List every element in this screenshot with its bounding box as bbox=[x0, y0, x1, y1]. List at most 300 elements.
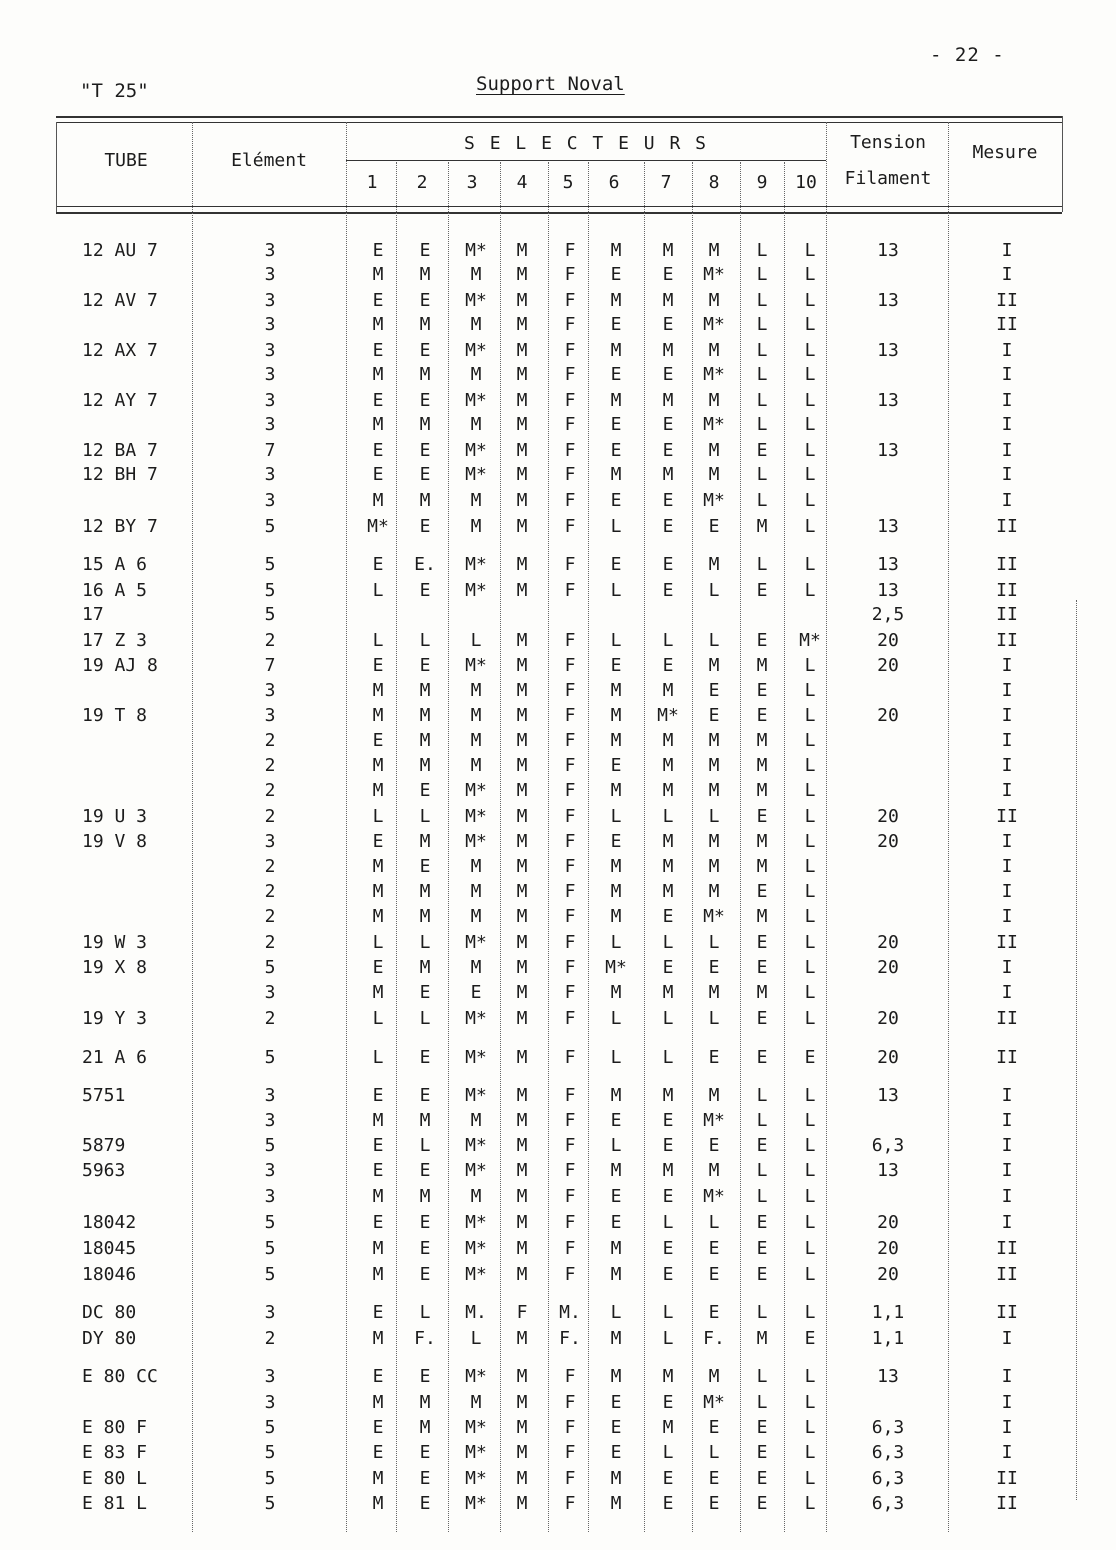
selector-7-cell: M bbox=[662, 780, 674, 801]
selector-3-cell: M bbox=[470, 881, 482, 902]
selector-4-cell: M bbox=[516, 780, 528, 801]
selector-5-cell: F bbox=[564, 982, 576, 1003]
selector-2-cell: M bbox=[419, 957, 431, 978]
selector-7-cell: M bbox=[662, 1085, 674, 1106]
selector-4-cell: M bbox=[516, 464, 528, 485]
selector-7-cell: M bbox=[662, 982, 674, 1003]
selector-1-cell: M bbox=[372, 314, 384, 335]
table-row bbox=[0, 290, 1116, 315]
selector-10-cell: L bbox=[804, 290, 816, 311]
selector-6-cell: L bbox=[610, 516, 622, 537]
selector-10-cell: L bbox=[804, 881, 816, 902]
table-row bbox=[0, 364, 1116, 389]
selector-9-cell: L bbox=[756, 490, 768, 511]
selector-2-cell: E. bbox=[414, 554, 436, 575]
selector-10-cell: L bbox=[804, 1366, 816, 1387]
selector-4-cell: M bbox=[516, 314, 528, 335]
tube-name-cell: E 83 F bbox=[82, 1442, 148, 1463]
selector-5-cell: F bbox=[564, 290, 576, 311]
selector-7-cell: M bbox=[662, 730, 674, 751]
tube-name-cell: 19 AJ 8 bbox=[82, 655, 158, 676]
selector-5-cell: F bbox=[564, 1392, 576, 1413]
selector-number: 4 bbox=[516, 172, 528, 193]
selector-5-cell: F bbox=[564, 364, 576, 385]
selector-8-cell: E bbox=[708, 1135, 720, 1156]
selector-1-cell: M bbox=[372, 1328, 384, 1349]
selector-10-cell: L bbox=[804, 906, 816, 927]
selector-6-cell: M bbox=[610, 1085, 622, 1106]
element-cell: 3 bbox=[264, 1085, 276, 1106]
selector-3-cell: M bbox=[470, 414, 482, 435]
table-row bbox=[0, 604, 1116, 629]
selector-2-cell: E bbox=[419, 1085, 431, 1106]
selector-6-cell: M bbox=[610, 780, 622, 801]
selector-5-cell: F bbox=[564, 680, 576, 701]
selector-8-cell: M bbox=[708, 982, 720, 1003]
filament-voltage-cell: 20 bbox=[877, 1238, 899, 1259]
selector-1-cell: L bbox=[372, 1047, 384, 1068]
selector-1-cell: E bbox=[372, 290, 384, 311]
element-cell: 5 bbox=[264, 1238, 276, 1259]
selector-6-cell: L bbox=[610, 1008, 622, 1029]
element-cell: 7 bbox=[264, 440, 276, 461]
selector-10-cell: L bbox=[804, 780, 816, 801]
selector-1-cell: L bbox=[372, 580, 384, 601]
selector-4-cell: M bbox=[516, 1264, 528, 1285]
selector-4-cell: M bbox=[516, 240, 528, 261]
filament-voltage-cell: 6,3 bbox=[871, 1135, 905, 1156]
selector-4-cell: M bbox=[516, 1392, 528, 1413]
selector-2-cell: M bbox=[419, 730, 431, 751]
selector-2-cell: E bbox=[419, 1442, 431, 1463]
table-row bbox=[0, 490, 1116, 515]
selector-6-cell: E bbox=[610, 414, 622, 435]
filament-voltage-cell: 13 bbox=[877, 340, 899, 361]
selector-3-cell: M bbox=[470, 755, 482, 776]
table-row bbox=[0, 1110, 1116, 1135]
table-row bbox=[0, 856, 1116, 881]
element-cell: 3 bbox=[264, 264, 276, 285]
selector-7-cell: E bbox=[662, 1392, 674, 1413]
selector-9-cell: E bbox=[756, 1442, 768, 1463]
selector-8-cell: M bbox=[708, 240, 720, 261]
selector-8-cell: E bbox=[708, 957, 720, 978]
tube-name-cell: 18046 bbox=[82, 1264, 137, 1285]
selector-3-cell: M* bbox=[465, 464, 487, 485]
selector-4-cell: M bbox=[516, 1493, 528, 1514]
tube-name-cell: 19 V 8 bbox=[82, 831, 148, 852]
filament-voltage-cell: 13 bbox=[877, 440, 899, 461]
selector-4-cell: M bbox=[516, 1186, 528, 1207]
table-row bbox=[0, 464, 1116, 489]
selector-2-cell: E bbox=[419, 390, 431, 411]
selector-10-cell: L bbox=[804, 554, 816, 575]
selector-9-cell: L bbox=[756, 314, 768, 335]
selector-2-cell: F. bbox=[414, 1328, 436, 1349]
selector-3-cell: M* bbox=[465, 1160, 487, 1181]
selector-3-cell: M* bbox=[465, 1417, 487, 1438]
selector-7-cell: E bbox=[662, 554, 674, 575]
selector-1-cell: E bbox=[372, 1442, 384, 1463]
table-row bbox=[0, 1085, 1116, 1110]
selector-7-cell: M bbox=[662, 881, 674, 902]
table-row bbox=[0, 1160, 1116, 1185]
selector-3-cell: M* bbox=[465, 240, 487, 261]
tube-name-cell: E 80 L bbox=[82, 1468, 148, 1489]
selector-9-cell: E bbox=[756, 1493, 768, 1514]
selector-7-cell: L bbox=[662, 1008, 674, 1029]
selector-8-cell: M bbox=[708, 440, 720, 461]
selector-7-cell: M bbox=[662, 240, 674, 261]
selector-5-cell: F bbox=[564, 906, 576, 927]
filament-voltage-cell: 20 bbox=[877, 630, 899, 651]
selector-1-cell: M bbox=[372, 1110, 384, 1131]
selector-5-cell: F bbox=[564, 1417, 576, 1438]
selector-6-cell: E bbox=[610, 655, 622, 676]
selector-5-cell: F bbox=[564, 264, 576, 285]
selector-9-cell: L bbox=[756, 390, 768, 411]
selector-10-cell: L bbox=[804, 655, 816, 676]
selector-4-cell: M bbox=[516, 705, 528, 726]
selector-1-cell: E bbox=[372, 1417, 384, 1438]
selector-1-cell: M bbox=[372, 755, 384, 776]
selector-4-cell: M bbox=[516, 1047, 528, 1068]
element-cell: 3 bbox=[264, 705, 276, 726]
selector-5-cell: F bbox=[564, 655, 576, 676]
selector-6-cell: M bbox=[610, 982, 622, 1003]
selector-1-cell: L bbox=[372, 806, 384, 827]
selector-10-cell: E bbox=[804, 1328, 816, 1349]
element-cell: 2 bbox=[264, 630, 276, 651]
element-cell: 7 bbox=[264, 655, 276, 676]
tube-name-cell: 5963 bbox=[82, 1160, 126, 1181]
selector-2-cell: E bbox=[419, 1264, 431, 1285]
filament-voltage-cell: 20 bbox=[877, 1047, 899, 1068]
selector-10-cell: L bbox=[804, 1493, 816, 1514]
mesure-cell: I bbox=[1001, 730, 1013, 751]
selector-2-cell: E bbox=[419, 982, 431, 1003]
selector-2-cell: E bbox=[419, 516, 431, 537]
filament-voltage-cell: 20 bbox=[877, 705, 899, 726]
selector-6-cell: M bbox=[610, 290, 622, 311]
selector-10-cell: L bbox=[804, 1238, 816, 1259]
table-row bbox=[0, 580, 1116, 605]
selector-7-cell: L bbox=[662, 630, 674, 651]
selector-5-cell: F bbox=[564, 464, 576, 485]
mesure-cell: II bbox=[996, 630, 1018, 651]
selector-2-cell: M bbox=[419, 1417, 431, 1438]
mesure-cell: II bbox=[996, 932, 1018, 953]
selector-6-cell: E bbox=[610, 1110, 622, 1131]
selector-3-cell: M bbox=[470, 705, 482, 726]
element-cell: 2 bbox=[264, 932, 276, 953]
selector-10-cell: L bbox=[804, 680, 816, 701]
table-row bbox=[0, 1468, 1116, 1493]
table-row bbox=[0, 881, 1116, 906]
selector-5-cell: F bbox=[564, 730, 576, 751]
selector-9-cell: M bbox=[756, 516, 768, 537]
selector-2-cell: M bbox=[419, 831, 431, 852]
selector-2-cell: M bbox=[419, 680, 431, 701]
mesure-cell: II bbox=[996, 580, 1018, 601]
mesure-cell: II bbox=[996, 290, 1018, 311]
element-cell: 3 bbox=[264, 1110, 276, 1131]
mesure-cell: II bbox=[996, 1008, 1018, 1029]
selector-1-cell: E bbox=[372, 957, 384, 978]
selector-1-cell: E bbox=[372, 655, 384, 676]
selector-3-cell: M* bbox=[465, 1135, 487, 1156]
mesure-cell: II bbox=[996, 1264, 1018, 1285]
selector-6-cell: M bbox=[610, 856, 622, 877]
selector-6-cell: L bbox=[610, 630, 622, 651]
element-cell: 5 bbox=[264, 957, 276, 978]
selector-4-cell: M bbox=[516, 364, 528, 385]
selector-10-cell: L bbox=[804, 490, 816, 511]
selector-9-cell: E bbox=[756, 1135, 768, 1156]
tube-name-cell: DY 80 bbox=[82, 1328, 137, 1349]
selector-4-cell: M bbox=[516, 490, 528, 511]
selector-4-cell: M bbox=[516, 831, 528, 852]
selector-3-cell: M* bbox=[465, 1212, 487, 1233]
mesure-cell: I bbox=[1001, 1212, 1013, 1233]
filament-voltage-cell: 20 bbox=[877, 1212, 899, 1233]
selector-8-cell: M bbox=[708, 831, 720, 852]
filament-voltage-cell: 6,3 bbox=[871, 1417, 905, 1438]
selector-8-cell: L bbox=[708, 1008, 720, 1029]
selector-2-cell: L bbox=[419, 806, 431, 827]
selector-10-cell: L bbox=[804, 364, 816, 385]
mesure-cell: II bbox=[996, 1238, 1018, 1259]
filament-voltage-cell: 13 bbox=[877, 290, 899, 311]
selector-8-cell: E bbox=[708, 516, 720, 537]
selector-5-cell: M. bbox=[559, 1302, 581, 1323]
selector-10-cell: L bbox=[804, 1212, 816, 1233]
selector-3-cell: M* bbox=[465, 290, 487, 311]
table-row bbox=[0, 957, 1116, 982]
selector-10-cell: L bbox=[804, 1085, 816, 1106]
tube-name-cell: 19 Y 3 bbox=[82, 1008, 148, 1029]
selector-number: 6 bbox=[608, 172, 620, 193]
selector-3-cell: L bbox=[470, 630, 482, 651]
selector-4-cell: M bbox=[516, 264, 528, 285]
selector-9-cell: M bbox=[756, 780, 768, 801]
selector-4-cell: M bbox=[516, 1238, 528, 1259]
selector-7-cell: E bbox=[662, 655, 674, 676]
selector-4-cell: M bbox=[516, 730, 528, 751]
selector-7-cell: E bbox=[662, 1264, 674, 1285]
table-row bbox=[0, 1238, 1116, 1263]
table-row bbox=[0, 755, 1116, 780]
selector-2-cell: M bbox=[419, 1392, 431, 1413]
tube-name-cell: 12 AU 7 bbox=[82, 240, 158, 261]
element-cell: 3 bbox=[264, 364, 276, 385]
selector-8-cell: M bbox=[708, 554, 720, 575]
selector-5-cell: F bbox=[564, 314, 576, 335]
selector-8-cell: M bbox=[708, 730, 720, 751]
selector-4-cell: M bbox=[516, 1008, 528, 1029]
selector-9-cell: M bbox=[756, 655, 768, 676]
selector-9-cell: L bbox=[756, 1302, 768, 1323]
selector-6-cell: M bbox=[610, 464, 622, 485]
selector-5-cell: F. bbox=[559, 1328, 581, 1349]
mesure-cell: I bbox=[1001, 705, 1013, 726]
selector-8-cell: E bbox=[708, 1493, 720, 1514]
selector-6-cell: E bbox=[610, 831, 622, 852]
selector-7-cell: M bbox=[662, 831, 674, 852]
selector-2-cell: L bbox=[419, 1135, 431, 1156]
selector-4-cell: M bbox=[516, 554, 528, 575]
tube-name-cell: 12 BY 7 bbox=[82, 516, 158, 537]
selector-2-cell: E bbox=[419, 1468, 431, 1489]
mesure-cell: I bbox=[1001, 957, 1013, 978]
selector-8-cell: E bbox=[708, 1238, 720, 1259]
selector-6-cell: M bbox=[610, 1264, 622, 1285]
selector-2-cell: M bbox=[419, 755, 431, 776]
selector-4-cell: M bbox=[516, 580, 528, 601]
element-cell: 5 bbox=[264, 554, 276, 575]
selector-1-cell: L bbox=[372, 1008, 384, 1029]
selector-3-cell: M* bbox=[465, 1008, 487, 1029]
mesure-cell: II bbox=[996, 1493, 1018, 1514]
selector-10-cell: L bbox=[804, 982, 816, 1003]
element-cell: 3 bbox=[264, 414, 276, 435]
table-row bbox=[0, 1392, 1116, 1417]
selector-5-cell: F bbox=[564, 1008, 576, 1029]
selector-1-cell: E bbox=[372, 831, 384, 852]
selector-6-cell: L bbox=[610, 1135, 622, 1156]
document-code: "T 25" bbox=[80, 80, 149, 102]
table-row bbox=[0, 1328, 1116, 1353]
selector-9-cell: M bbox=[756, 755, 768, 776]
selector-2-cell: E bbox=[419, 655, 431, 676]
selector-3-cell: M* bbox=[465, 1366, 487, 1387]
selector-1-cell: E bbox=[372, 1212, 384, 1233]
selector-5-cell: F bbox=[564, 390, 576, 411]
selector-4-cell: M bbox=[516, 1417, 528, 1438]
selector-3-cell: M bbox=[470, 314, 482, 335]
mesure-cell: II bbox=[996, 516, 1018, 537]
element-cell: 3 bbox=[264, 1160, 276, 1181]
filament-voltage-cell: 13 bbox=[877, 240, 899, 261]
selector-3-cell: M bbox=[470, 730, 482, 751]
selector-2-cell: E bbox=[419, 580, 431, 601]
selector-1-cell: L bbox=[372, 630, 384, 651]
selector-9-cell: E bbox=[756, 806, 768, 827]
filament-voltage-cell: 20 bbox=[877, 1008, 899, 1029]
selector-8-cell: M* bbox=[703, 490, 725, 511]
tube-name-cell: 12 BA 7 bbox=[82, 440, 158, 461]
selector-1-cell: L bbox=[372, 932, 384, 953]
selector-6-cell: M bbox=[610, 1328, 622, 1349]
selector-2-cell: M bbox=[419, 1110, 431, 1131]
selector-number: 1 bbox=[366, 172, 378, 193]
selector-9-cell: E bbox=[756, 680, 768, 701]
mesure-cell: I bbox=[1001, 1085, 1013, 1106]
selector-1-cell: M bbox=[372, 881, 384, 902]
selector-4-cell: F bbox=[516, 1302, 528, 1323]
selector-7-cell: M bbox=[662, 1160, 674, 1181]
filament-voltage-cell: 6,3 bbox=[871, 1493, 905, 1514]
selector-10-cell: L bbox=[804, 1110, 816, 1131]
selector-5-cell: F bbox=[564, 1110, 576, 1131]
table-row bbox=[0, 264, 1116, 289]
selector-1-cell: M bbox=[372, 906, 384, 927]
selector-6-cell: M* bbox=[605, 957, 627, 978]
filament-voltage-cell: 1,1 bbox=[871, 1328, 905, 1349]
tube-name-cell: DC 80 bbox=[82, 1302, 137, 1323]
selector-1-cell: M bbox=[372, 414, 384, 435]
selector-7-cell: L bbox=[662, 1442, 674, 1463]
selector-1-cell: M bbox=[372, 1493, 384, 1514]
table-row bbox=[0, 516, 1116, 541]
selector-10-cell: L bbox=[804, 314, 816, 335]
selector-9-cell: L bbox=[756, 1186, 768, 1207]
filament-voltage-cell: 20 bbox=[877, 655, 899, 676]
selector-4-cell: M bbox=[516, 390, 528, 411]
selector-9-cell: M bbox=[756, 1328, 768, 1349]
selector-9-cell: L bbox=[756, 240, 768, 261]
table-row bbox=[0, 780, 1116, 805]
selector-6-cell: E bbox=[610, 264, 622, 285]
selector-10-cell: L bbox=[804, 806, 816, 827]
selector-3-cell: M* bbox=[465, 932, 487, 953]
selector-7-cell: L bbox=[662, 932, 674, 953]
selector-10-cell: L bbox=[804, 516, 816, 537]
selector-2-cell: M bbox=[419, 364, 431, 385]
selector-1-cell: M bbox=[372, 680, 384, 701]
mesure-cell: I bbox=[1001, 655, 1013, 676]
selector-7-cell: E bbox=[662, 364, 674, 385]
selector-7-cell: M bbox=[662, 340, 674, 361]
element-cell: 2 bbox=[264, 1328, 276, 1349]
mesure-cell: I bbox=[1001, 464, 1013, 485]
mesure-cell: I bbox=[1001, 390, 1013, 411]
selector-1-cell: M bbox=[372, 1468, 384, 1489]
selector-2-cell: M bbox=[419, 414, 431, 435]
selector-1-cell: M bbox=[372, 705, 384, 726]
selector-3-cell: M* bbox=[465, 1493, 487, 1514]
tube-name-cell: 12 AY 7 bbox=[82, 390, 158, 411]
selector-6-cell: E bbox=[610, 554, 622, 575]
selector-7-cell: M bbox=[662, 1417, 674, 1438]
tube-name-cell: 19 W 3 bbox=[82, 932, 148, 953]
element-cell: 2 bbox=[264, 856, 276, 877]
selector-7-cell: M bbox=[662, 755, 674, 776]
selector-10-cell: L bbox=[804, 831, 816, 852]
selector-1-cell: M bbox=[372, 856, 384, 877]
selector-7-cell: M bbox=[662, 390, 674, 411]
selector-3-cell: M* bbox=[465, 390, 487, 411]
table-row bbox=[0, 1135, 1116, 1160]
mesure-cell: I bbox=[1001, 1328, 1013, 1349]
element-cell: 3 bbox=[264, 290, 276, 311]
mesure-cell: I bbox=[1001, 264, 1013, 285]
selector-7-cell: E bbox=[662, 1493, 674, 1514]
selector-1-cell: M bbox=[372, 364, 384, 385]
mesure-cell: I bbox=[1001, 755, 1013, 776]
mesure-cell: I bbox=[1001, 364, 1013, 385]
selector-number: 7 bbox=[660, 172, 672, 193]
mesure-cell: II bbox=[996, 1047, 1018, 1068]
selector-8-cell: M bbox=[708, 1160, 720, 1181]
selector-1-cell: M bbox=[372, 982, 384, 1003]
selector-1-cell: E bbox=[372, 390, 384, 411]
selector-8-cell: L bbox=[708, 630, 720, 651]
selector-7-cell: L bbox=[662, 1328, 674, 1349]
selector-8-cell: M bbox=[708, 390, 720, 411]
element-cell: 2 bbox=[264, 881, 276, 902]
table-row bbox=[0, 655, 1116, 680]
